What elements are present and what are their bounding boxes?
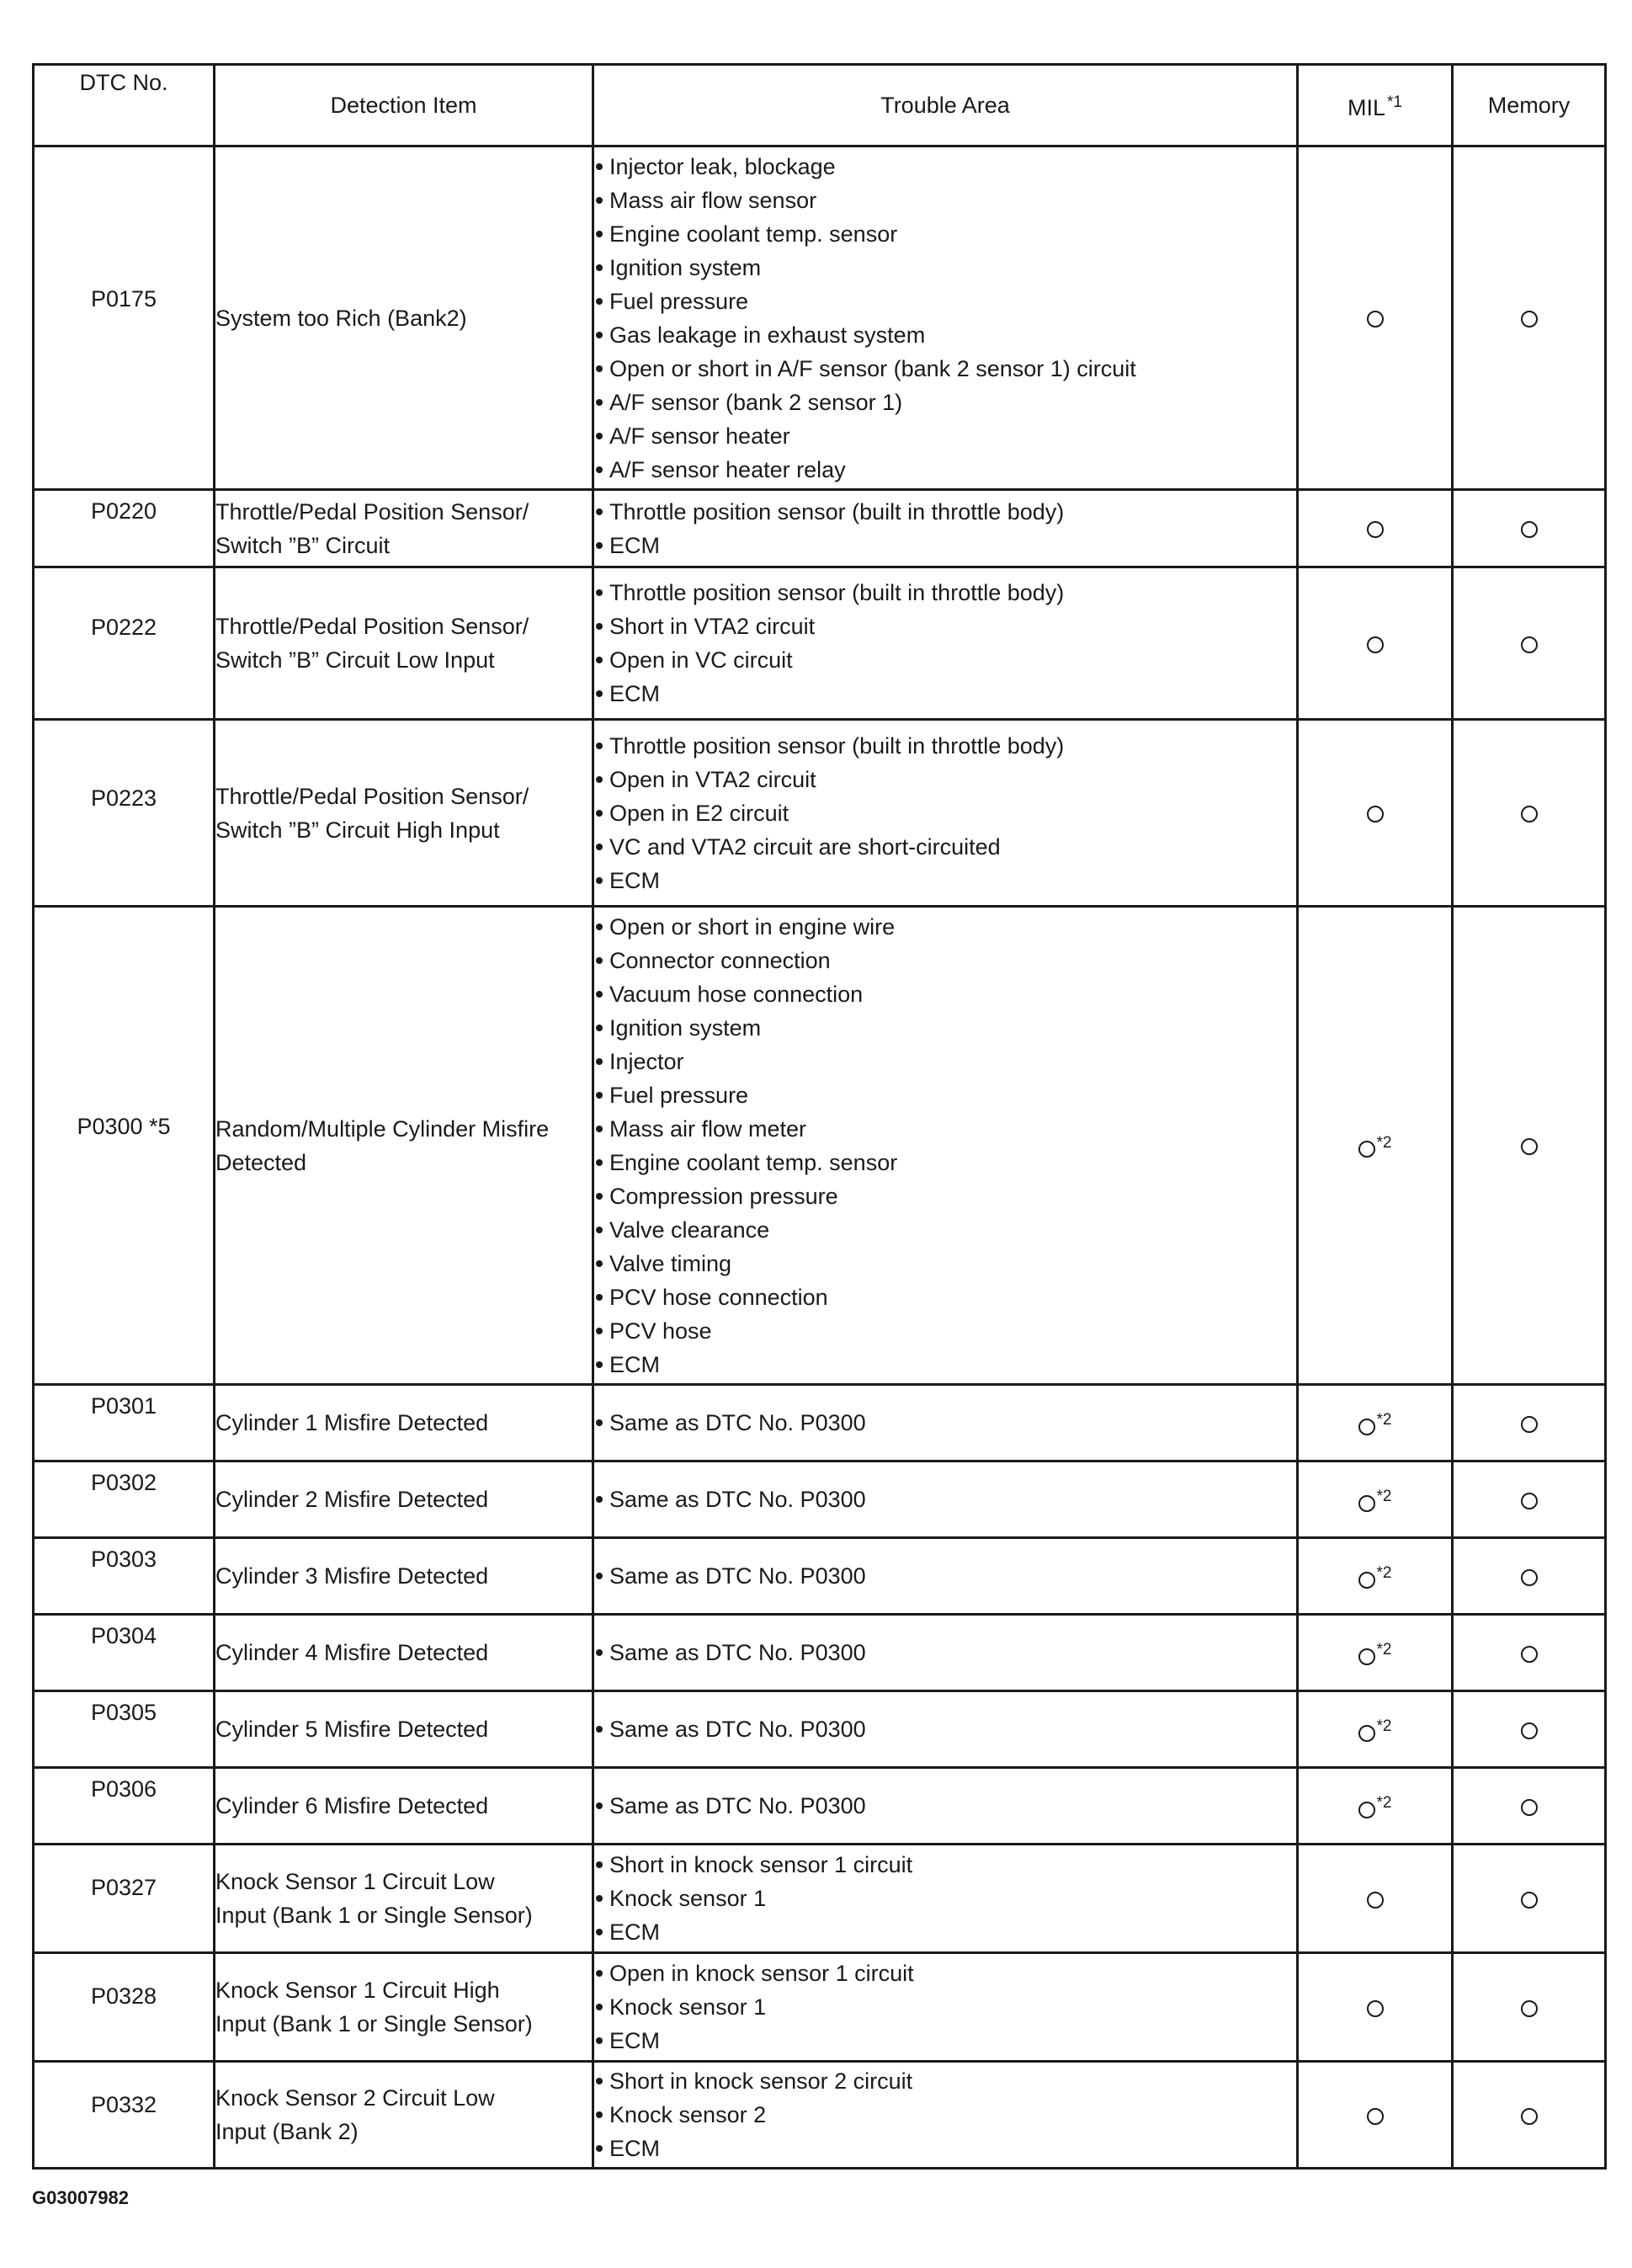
figure-code: G03007982 [32,2187,129,2208]
detection-item-line: Cylinder 1 Misfire Detected [215,1410,489,1435]
dtc-code: P0305 [34,1691,215,1768]
detection-item-line: Knock Sensor 1 Circuit High [215,1978,500,2003]
trouble-area-cell [593,1691,1298,1768]
detection-item-cell [215,1461,593,1538]
trouble-area-list [594,576,1296,711]
table-row [34,490,1606,567]
table-row [34,1461,1606,1538]
trouble-area-item: ECM [594,1915,1296,1949]
detection-item-cell [215,1845,593,1953]
table-row [34,2062,1606,2169]
mil-on-circle-icon [1358,1572,1375,1589]
dtc-code: P0302 [34,1461,215,1538]
trouble-area-item: Ignition system [594,251,1296,285]
memory-on-circle-icon [1521,1646,1538,1663]
trouble-area-cell [593,1538,1298,1615]
trouble-area-item: Throttle position sensor (built in throttle body) [594,576,1296,610]
dtc-code: P0306 [34,1768,215,1845]
mil-cell [1298,490,1453,567]
mil-on-circle-icon [1367,1892,1384,1909]
trouble-area-item: Knock sensor 1 [594,1882,1296,1915]
mil-on-circle-icon [1358,1648,1375,1665]
memory-cell [1453,720,1606,907]
mil-note: *2 [1376,1717,1392,1735]
trouble-area-cell [593,2062,1298,2169]
memory-on-circle-icon [1521,1138,1538,1155]
detection-item-line: Input (Bank 1 or Single Sensor) [215,1903,533,1928]
mil-on-circle-icon [1358,1495,1375,1512]
detection-item-line: Input (Bank 1 or Single Sensor) [215,2011,533,2036]
trouble-area-item: ECM [594,2132,1296,2165]
memory-cell [1453,1953,1606,2062]
memory-cell [1453,907,1606,1385]
detection-item-line: Throttle/Pedal Position Sensor/ [215,614,529,639]
memory-on-circle-icon [1521,2000,1538,2017]
trouble-area-list [594,1712,1296,1746]
trouble-area-item: Same as DTC No. P0300 [594,1559,1296,1593]
table-row [34,1845,1606,1953]
detection-item-cell [215,907,593,1385]
mil-note: *2 [1376,1488,1392,1505]
trouble-area-item: Gas leakage in exhaust system [594,318,1296,352]
trouble-area-list [594,1559,1296,1593]
header-trouble-area: Trouble Area [593,65,1298,146]
memory-cell [1453,490,1606,567]
trouble-area-item: A/F sensor heater relay [594,453,1296,487]
detection-item-cell [215,720,593,907]
memory-cell [1453,1691,1606,1768]
mil-cell [1298,2062,1453,2169]
trouble-area-list [594,1789,1296,1823]
detection-item-cell [215,1768,593,1845]
header-detection-item: Detection Item [215,65,593,146]
memory-on-circle-icon [1521,1416,1538,1433]
trouble-area-item: Valve clearance [594,1213,1296,1247]
trouble-area-cell [593,1461,1298,1538]
mil-cell [1298,907,1453,1385]
trouble-area-item: Vacuum hose connection [594,977,1296,1011]
mil-cell [1298,720,1453,907]
mil-cell [1298,1845,1453,1953]
trouble-area-item: ECM [594,529,1296,562]
mil-on-circle-icon [1358,1141,1375,1158]
trouble-area-cell [593,1768,1298,1845]
trouble-area-cell [593,1953,1298,2062]
trouble-area-list [594,150,1296,487]
trouble-area-item: Same as DTC No. P0300 [594,1483,1296,1516]
memory-cell [1453,1538,1606,1615]
trouble-area-item: Fuel pressure [594,1078,1296,1112]
trouble-area-item: Short in knock sensor 2 circuit [594,2064,1296,2098]
trouble-area-item: Engine coolant temp. sensor [594,1146,1296,1179]
trouble-area-item: PCV hose connection [594,1280,1296,1314]
dtc-code: P0327 [34,1845,215,1953]
mil-on-circle-icon [1367,521,1384,538]
memory-on-circle-icon [1521,1569,1538,1586]
mil-on-circle-icon [1367,636,1384,653]
trouble-area-cell [593,1845,1298,1953]
mil-on-circle-icon [1367,2000,1384,2017]
mil-cell [1298,1461,1453,1538]
detection-item-cell [215,146,593,490]
detection-item-line: Knock Sensor 2 Circuit Low [215,2085,495,2111]
mil-note: *2 [1376,1794,1392,1812]
trouble-area-item: Open in VTA2 circuit [594,763,1296,796]
memory-on-circle-icon [1521,1493,1538,1509]
detection-item-cell [215,2062,593,2169]
trouble-area-cell [593,567,1298,720]
trouble-area-item: Knock sensor 1 [594,1990,1296,2024]
header-dtc-no: DTC No. [34,65,215,146]
trouble-area-item: Open or short in A/F sensor (bank 2 sensor 1) circuit [594,352,1296,386]
trouble-area-cell [593,490,1298,567]
memory-cell [1453,1615,1606,1691]
mil-note: *2 [1376,1133,1392,1152]
detection-item-line: Knock Sensor 1 Circuit Low [215,1869,495,1894]
mil-cell [1298,1385,1453,1461]
trouble-area-item: ECM [594,864,1296,897]
trouble-area-list [594,1848,1296,1949]
header-row [34,65,1606,146]
trouble-area-item: Knock sensor 2 [594,2098,1296,2132]
trouble-area-item: VC and VTA2 circuit are short-circuited [594,830,1296,864]
header-memory: Memory [1453,65,1606,146]
detection-item-line: Cylinder 2 Misfire Detected [215,1487,489,1512]
trouble-area-list [594,910,1296,1382]
dtc-table-body [34,146,1606,2169]
memory-on-circle-icon [1521,1799,1538,1816]
trouble-area-list [594,1483,1296,1516]
detection-item-line: Switch ”B” Circuit High Input [215,817,500,843]
trouble-area-item: Same as DTC No. P0300 [594,1789,1296,1823]
detection-item-line: Cylinder 4 Misfire Detected [215,1640,489,1665]
memory-on-circle-icon [1521,636,1538,653]
trouble-area-item: A/F sensor (bank 2 sensor 1) [594,386,1296,419]
dtc-table [32,63,1607,2170]
table-row [34,1953,1606,2062]
trouble-area-list [594,1406,1296,1440]
trouble-area-list [594,729,1296,897]
dtc-code: P0332 [34,2062,215,2169]
trouble-area-item: Injector [594,1045,1296,1078]
memory-on-circle-icon [1521,521,1538,538]
mil-cell [1298,1691,1453,1768]
trouble-area-item: Compression pressure [594,1179,1296,1213]
mil-on-circle-icon [1358,1725,1375,1742]
dtc-code: P0300 *5 [34,907,215,1385]
trouble-area-item: Open in E2 circuit [594,796,1296,830]
trouble-area-item: Mass air flow sensor [594,184,1296,217]
trouble-area-item: Same as DTC No. P0300 [594,1636,1296,1669]
detection-item-cell [215,1538,593,1615]
trouble-area-list [594,1636,1296,1669]
trouble-area-item: Mass air flow meter [594,1112,1296,1146]
trouble-area-item: Throttle position sensor (built in throttle body) [594,729,1296,763]
memory-cell [1453,1845,1606,1953]
memory-cell [1453,146,1606,490]
table-row [34,1615,1606,1691]
trouble-area-item: Injector leak, blockage [594,150,1296,184]
trouble-area-cell [593,1615,1298,1691]
memory-cell [1453,1385,1606,1461]
memory-on-circle-icon [1521,806,1538,823]
mil-on-circle-icon [1358,1802,1375,1818]
dtc-code: P0175 [34,146,215,490]
dtc-code: P0301 [34,1385,215,1461]
mil-note: *2 [1376,1564,1392,1582]
detection-item-line: Throttle/Pedal Position Sensor/ [215,498,529,524]
mil-cell [1298,1538,1453,1615]
detection-item-line: Switch ”B” Circuit [215,532,391,558]
dtc-code: P0223 [34,720,215,907]
mil-cell [1298,146,1453,490]
detection-item-line: Cylinder 3 Misfire Detected [215,1563,489,1589]
memory-on-circle-icon [1521,311,1538,327]
trouble-area-cell [593,146,1298,490]
mil-cell [1298,1768,1453,1845]
table-row [34,907,1606,1385]
detection-item-line: Switch ”B” Circuit Low Input [215,647,495,673]
dtc-code: P0220 [34,490,215,567]
detection-item-cell [215,1615,593,1691]
trouble-area-item: PCV hose [594,1314,1296,1348]
table-row [34,720,1606,907]
memory-on-circle-icon [1521,1892,1538,1909]
trouble-area-item: Same as DTC No. P0300 [594,1712,1296,1746]
trouble-area-item: ECM [594,2024,1296,2058]
detection-item-line: System too Rich (Bank2) [215,305,467,331]
trouble-area-cell [593,907,1298,1385]
trouble-area-item: Short in knock sensor 1 circuit [594,1848,1296,1882]
table-row [34,1768,1606,1845]
memory-cell [1453,2062,1606,2169]
table-row [34,1538,1606,1615]
trouble-area-item: ECM [594,1348,1296,1382]
trouble-area-item: Open in knock sensor 1 circuit [594,1957,1296,1990]
trouble-area-item: A/F sensor heater [594,419,1296,453]
dtc-code: P0303 [34,1538,215,1615]
memory-on-circle-icon [1521,1722,1538,1739]
dtc-code: P0304 [34,1615,215,1691]
trouble-area-cell [593,720,1298,907]
mil-on-circle-icon [1367,311,1384,327]
detection-item-cell [215,490,593,567]
mil-cell [1298,1953,1453,2062]
table-row [34,1691,1606,1768]
mil-note: *2 [1376,1411,1392,1429]
trouble-area-item: Connector connection [594,944,1296,977]
table-row [34,567,1606,720]
trouble-area-item: Engine coolant temp. sensor [594,217,1296,251]
detection-item-line: Input (Bank 2) [215,2119,359,2144]
memory-cell [1453,1461,1606,1538]
header-mil-note: *1 [1387,93,1402,111]
trouble-area-item: Ignition system [594,1011,1296,1045]
trouble-area-cell [593,1385,1298,1461]
detection-item-cell [215,1691,593,1768]
header-mil-label: MIL [1348,95,1386,120]
detection-item-cell [215,567,593,720]
detection-item-line: Throttle/Pedal Position Sensor/ [215,783,529,809]
trouble-area-item: ECM [594,677,1296,711]
mil-on-circle-icon [1367,2108,1384,2125]
trouble-area-item: Fuel pressure [594,285,1296,318]
memory-cell [1453,1768,1606,1845]
detection-item-line: Cylinder 5 Misfire Detected [215,1717,489,1742]
memory-cell [1453,567,1606,720]
memory-on-circle-icon [1521,2108,1538,2125]
trouble-area-item: Open in VC circuit [594,643,1296,677]
trouble-area-item: Throttle position sensor (built in throttle body) [594,495,1296,529]
mil-on-circle-icon [1358,1419,1375,1435]
trouble-area-list [594,495,1296,562]
dtc-code: P0328 [34,1953,215,2062]
detection-item-line: Cylinder 6 Misfire Detected [215,1793,489,1818]
trouble-area-item: Valve timing [594,1247,1296,1280]
trouble-area-list [594,1957,1296,2058]
trouble-area-list [594,2064,1296,2165]
header-mil [1298,65,1453,146]
detection-item-line: Detected [215,1149,307,1175]
mil-cell [1298,567,1453,720]
table-row [34,146,1606,490]
dtc-code: P0222 [34,567,215,720]
mil-on-circle-icon [1367,806,1384,823]
table-row [34,1385,1606,1461]
trouble-area-item: Open or short in engine wire [594,910,1296,944]
detection-item-cell [215,1953,593,2062]
trouble-area-item: Short in VTA2 circuit [594,610,1296,643]
detection-item-cell [215,1385,593,1461]
mil-cell [1298,1615,1453,1691]
detection-item-line: Random/Multiple Cylinder Misfire [215,1115,550,1142]
mil-note: *2 [1376,1641,1392,1658]
trouble-area-item: Same as DTC No. P0300 [594,1406,1296,1440]
